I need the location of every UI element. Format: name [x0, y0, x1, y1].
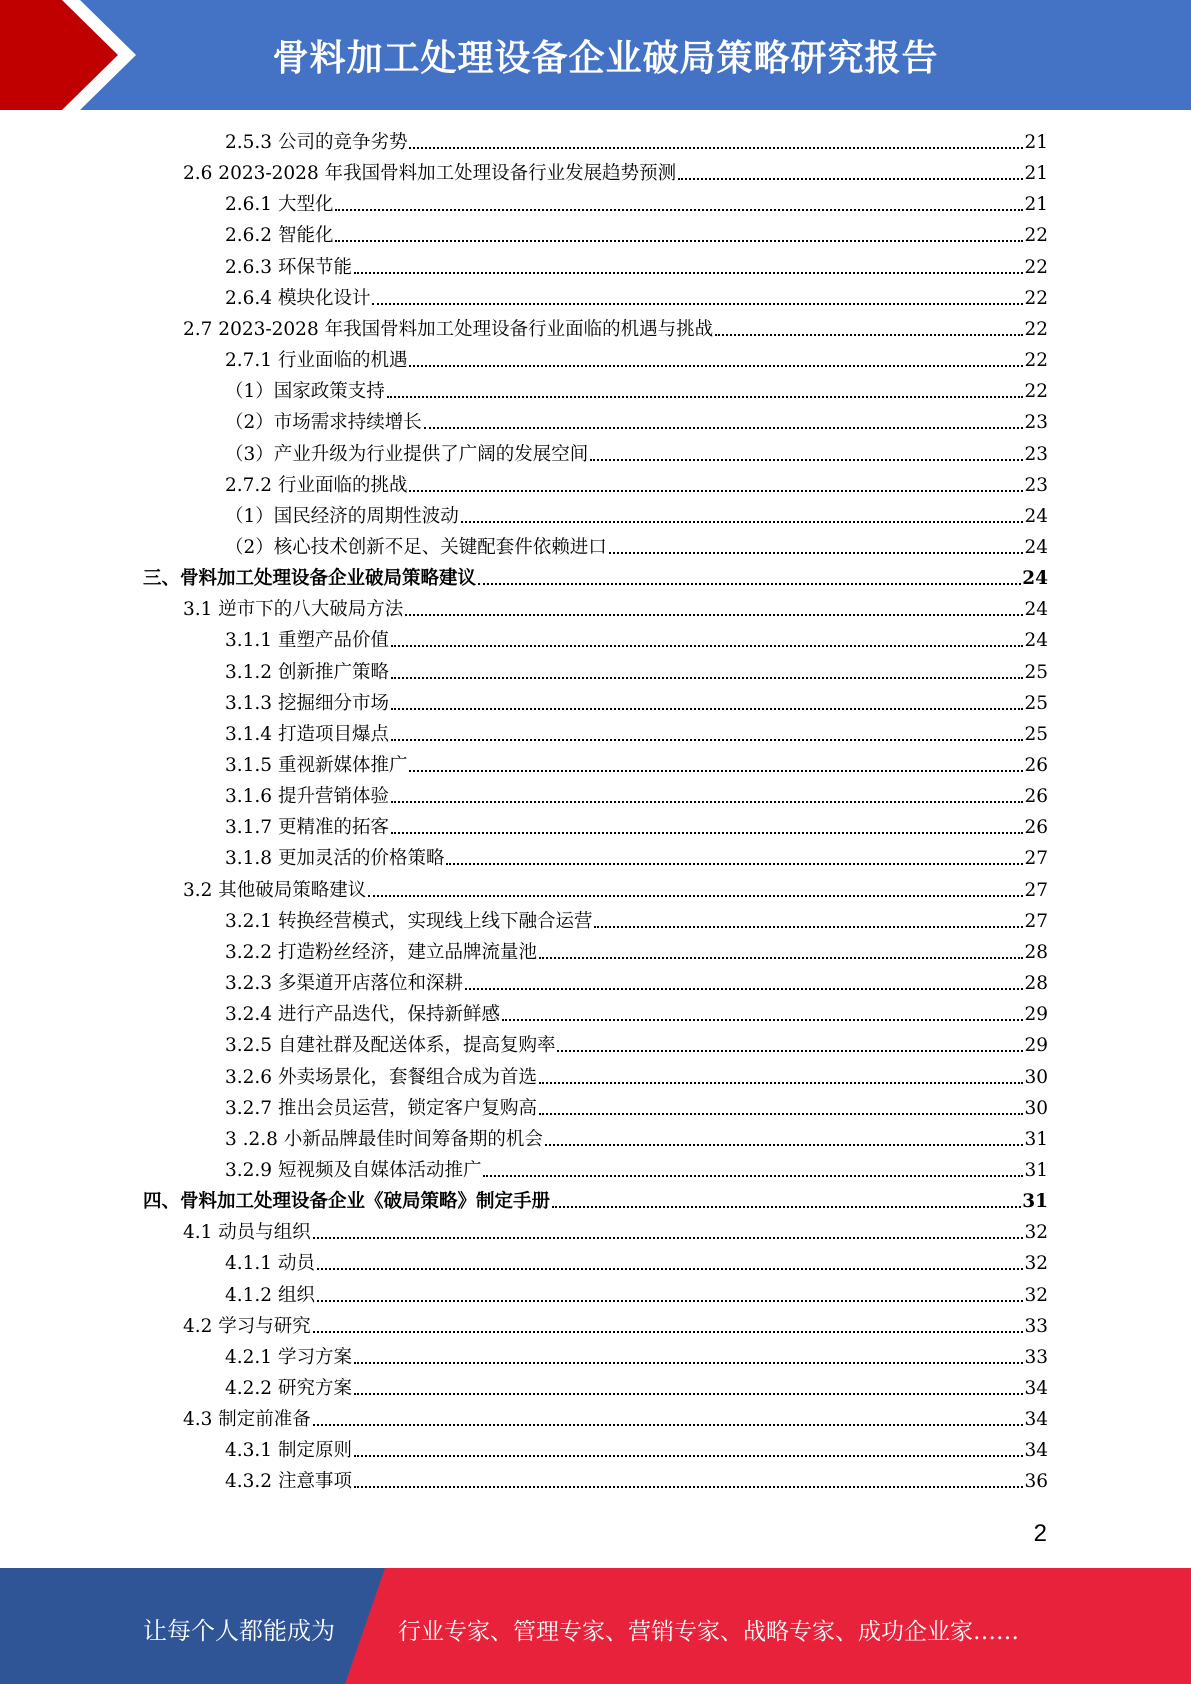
toc-entry-label: 4.3.2 注意事项: [225, 1471, 352, 1493]
toc-entry-label: 4.3 制定前准备: [183, 1409, 311, 1431]
dot-leader: [317, 1300, 1024, 1302]
page-number: 2: [1033, 1520, 1047, 1547]
toc-entry-page: 27: [1024, 879, 1048, 901]
toc-entry-page: 33: [1024, 1346, 1048, 1368]
toc-entry-label: 4.2.1 学习方案: [225, 1346, 352, 1368]
toc-entry-label: 2.6.2 智能化: [225, 225, 334, 247]
toc-entry-page: 24: [1024, 536, 1048, 558]
dot-leader: [590, 459, 1023, 461]
toc-entry-page: 32: [1024, 1284, 1048, 1306]
toc-entry[interactable]: [225, 999, 1048, 1030]
toc-entry[interactable]: [225, 1062, 1048, 1093]
toc-entry-page: 30: [1024, 1097, 1048, 1119]
toc-entry[interactable]: [225, 1466, 1048, 1497]
toc-entry-label: 3.2.7 推出会员运营，锁定客户复购高: [225, 1097, 537, 1119]
toc-entry-label: 2.7.2 行业面临的挑战: [225, 474, 408, 496]
dot-leader: [539, 1113, 1023, 1115]
toc-entry[interactable]: [225, 1280, 1048, 1311]
toc-entry[interactable]: [225, 937, 1048, 968]
dot-leader: [354, 272, 1024, 274]
toc-entry[interactable]: [225, 1155, 1048, 1186]
dot-leader: [594, 926, 1023, 928]
dot-leader: [446, 863, 1023, 865]
toc-entry-page: 24: [1024, 630, 1048, 652]
dot-leader: [335, 240, 1023, 242]
toc-entry[interactable]: [225, 501, 1048, 532]
toc-entry-label: （2）市场需求持续增长: [225, 412, 422, 434]
toc-entry[interactable]: [225, 1342, 1048, 1373]
dot-leader: [545, 1144, 1024, 1146]
toc-entry-page: 34: [1024, 1409, 1048, 1431]
dot-leader: [409, 365, 1023, 367]
toc-entry-page: 24: [1024, 599, 1048, 621]
toc-entry-page: 30: [1024, 1066, 1048, 1088]
dot-leader: [461, 521, 1024, 523]
toc-entry[interactable]: [225, 781, 1048, 812]
toc-entry-label: （2）核心技术创新不足、关键配套件依赖进口: [225, 536, 607, 558]
toc-entry-label: 2.6.4 模块化设计: [225, 287, 371, 309]
toc-entry-page: 25: [1024, 723, 1048, 745]
toc-entry-page: 25: [1024, 661, 1048, 683]
toc-entry[interactable]: [225, 376, 1048, 407]
toc-entry-page: 33: [1024, 1315, 1048, 1337]
toc-entry-label: 3.2.1 转换经营模式，实现线上线下融合运营: [225, 910, 593, 932]
toc-entry[interactable]: [225, 843, 1048, 874]
toc-entry-label: 4.1 动员与组织: [183, 1222, 311, 1244]
toc-entry-label: 3.1.4 打造项目爆点: [225, 723, 389, 745]
toc-entry-page: 21: [1024, 163, 1048, 185]
toc-entry-label: 3.1.6 提升营销体验: [225, 786, 389, 808]
toc-entry-page: 27: [1024, 848, 1048, 870]
toc-entry[interactable]: [225, 220, 1048, 251]
dot-leader: [354, 1486, 1024, 1488]
dot-leader: [424, 427, 1024, 429]
toc-entry[interactable]: [225, 812, 1048, 843]
dot-leader: [405, 614, 1023, 616]
toc-entry[interactable]: [225, 625, 1048, 656]
toc-entry-label: 四、骨料加工处理设备企业《破局策略》制定手册: [143, 1191, 551, 1213]
toc-entry-page: 21: [1024, 132, 1048, 153]
toc-entry-page: 34: [1024, 1378, 1048, 1399]
toc-entry-label: 3.1.2 创新推广策略: [225, 661, 389, 683]
toc-entry-label: 4.2.2 研究方案: [225, 1378, 352, 1399]
toc-entry-page: 28: [1024, 973, 1048, 995]
toc-entry[interactable]: [225, 657, 1048, 688]
toc-entry[interactable]: [225, 252, 1048, 283]
toc-entry[interactable]: [183, 594, 1048, 625]
toc-entry-label: 4.1.1 动员: [225, 1253, 315, 1275]
toc-entry-page: 22: [1024, 225, 1048, 247]
dot-leader: [483, 1175, 1023, 1177]
toc-entry-label: 三、骨料加工处理设备企业破局策略建议: [143, 568, 477, 590]
dot-leader: [354, 1455, 1024, 1457]
toc-entry-page: 23: [1024, 474, 1048, 496]
toc-entry-label: 2.7 2023-2028 年我国骨料加工处理设备行业面临的机遇与挑战: [183, 318, 714, 340]
toc-entry[interactable]: [183, 1404, 1048, 1435]
toc-entry-label: 3.2.5 自建社群及配送体系，提高复购率: [225, 1035, 556, 1057]
toc-entry-page: 21: [1024, 194, 1048, 216]
toc-entry-page: 23: [1024, 412, 1048, 434]
dot-leader: [539, 1082, 1023, 1084]
toc-entry-page: 29: [1024, 1035, 1048, 1057]
toc-entry[interactable]: [183, 1217, 1048, 1248]
toc-entry[interactable]: [225, 688, 1048, 719]
toc-entry-page: 31: [1024, 1159, 1048, 1181]
toc-entry-label: 3.1.3 挖掘细分市场: [225, 692, 389, 714]
dot-leader: [409, 147, 1023, 149]
dot-leader: [409, 770, 1023, 772]
toc-entry[interactable]: [183, 1311, 1048, 1342]
dot-leader: [409, 490, 1023, 492]
dot-leader: [391, 645, 1023, 647]
footer-roles: 行业专家、管理专家、营销专家、战略专家、成功企业家……: [398, 1619, 1019, 1645]
toc-entry[interactable]: [225, 470, 1048, 501]
toc-entry-label: （3）产业升级为行业提供了广阔的发展空间: [225, 443, 589, 465]
page-header: [0, 0, 1191, 110]
dot-leader: [609, 552, 1024, 554]
toc-entry-label: 3.2 其他破局策略建议: [183, 879, 367, 901]
toc-entry-page: 22: [1024, 256, 1048, 278]
toc-entry[interactable]: [225, 532, 1048, 563]
toc-entry-label: 4.1.2 组织: [225, 1284, 315, 1306]
toc-entry-label: 3.2.9 短视频及自媒体活动推广: [225, 1159, 482, 1181]
toc-entry[interactable]: [225, 283, 1048, 314]
dot-leader: [335, 209, 1023, 211]
dot-leader: [317, 1268, 1024, 1270]
dot-leader: [391, 832, 1023, 834]
toc-entry-label: 3.1 逆市下的八大破局方法: [183, 599, 404, 621]
toc-entry-label: 4.2 学习与研究: [183, 1315, 311, 1337]
dot-leader: [678, 178, 1023, 180]
dot-leader: [502, 1019, 1023, 1021]
toc-entry-label: 3.2.6 外卖场景化，套餐组合成为首选: [225, 1066, 537, 1088]
toc-entry-label: 3 .2.8 小新品牌最佳时间筹备期的机会: [225, 1128, 543, 1150]
toc-entry-page: 24: [1022, 568, 1048, 590]
toc-entry-page: 28: [1024, 941, 1048, 963]
toc-entry[interactable]: [225, 1124, 1048, 1155]
dot-leader: [465, 988, 1023, 990]
toc-entry[interactable]: [225, 345, 1048, 376]
toc-entry[interactable]: [225, 407, 1048, 438]
dot-leader: [715, 334, 1023, 336]
dot-leader: [478, 583, 1021, 585]
toc-entry[interactable]: [225, 439, 1048, 470]
toc-entry-page: 27: [1024, 910, 1048, 932]
toc-entry[interactable]: [225, 1030, 1048, 1061]
toc-entry[interactable]: [225, 1093, 1048, 1124]
toc-entry-page: 32: [1024, 1222, 1048, 1244]
toc-entry[interactable]: [225, 968, 1048, 999]
toc-entry-label: 3.2.3 多渠道开店落位和深耕: [225, 973, 463, 995]
toc-entry-page: 29: [1024, 1004, 1048, 1026]
toc-entry[interactable]: [183, 158, 1048, 189]
dot-leader: [313, 1237, 1024, 1239]
toc-entry-page: 26: [1024, 755, 1048, 776]
toc-entry-page: 32: [1024, 1253, 1048, 1275]
dot-leader: [354, 1362, 1024, 1364]
toc-entry-label: 2.5.3 公司的竞争劣势: [225, 132, 408, 153]
toc-entry[interactable]: [225, 719, 1048, 750]
toc-entry[interactable]: [143, 1186, 1048, 1217]
dot-leader: [539, 957, 1023, 959]
toc-entry-page: 23: [1024, 443, 1048, 465]
page-footer: [0, 1568, 1191, 1684]
toc-entry[interactable]: [225, 1435, 1048, 1466]
footer-slogan: 让每个人都能成为: [143, 1617, 335, 1645]
toc-entry[interactable]: [225, 750, 1048, 781]
dot-leader: [313, 1424, 1024, 1426]
dot-leader: [557, 1050, 1023, 1052]
toc-entry[interactable]: [183, 875, 1048, 906]
toc-entry[interactable]: [225, 127, 1048, 158]
toc-entry-page: 31: [1024, 1128, 1048, 1150]
toc-entry[interactable]: [225, 1373, 1048, 1404]
dot-leader: [391, 708, 1023, 710]
toc-entry-page: 22: [1024, 287, 1048, 309]
toc-entry-label: 2.7.1 行业面临的机遇: [225, 350, 408, 372]
toc-entry-label: 2.6.1 大型化: [225, 194, 334, 216]
dot-leader: [391, 739, 1023, 741]
dot-leader: [391, 801, 1023, 803]
toc-entry-page: 24: [1024, 505, 1048, 527]
toc-entry-page: 31: [1022, 1191, 1048, 1213]
dot-leader: [552, 1206, 1021, 1208]
dot-leader: [372, 303, 1023, 305]
toc-entry-label: 2.6 2023-2028 年我国骨料加工处理设备行业发展趋势预测: [183, 163, 677, 185]
dot-leader: [391, 677, 1023, 679]
toc-entry-page: 26: [1024, 817, 1048, 839]
dot-leader: [387, 396, 1024, 398]
dot-leader: [313, 1331, 1024, 1333]
report-title: 骨料加工处理设备企业破局策略研究报告: [272, 38, 939, 79]
toc-entry-label: 3.2.2 打造粉丝经济，建立品牌流量池: [225, 941, 537, 963]
toc-entry-page: 26: [1024, 786, 1048, 808]
toc-entry-label: 3.1.8 更加灵活的价格策略: [225, 848, 445, 870]
toc-entry[interactable]: [225, 189, 1048, 220]
toc-entry[interactable]: [183, 314, 1048, 345]
toc-entry-label: 4.3.1 制定原则: [225, 1440, 352, 1462]
toc-entry-page: 34: [1024, 1440, 1048, 1462]
toc-entry-page: 22: [1024, 350, 1048, 372]
toc-entry[interactable]: [143, 563, 1048, 594]
toc-entry-label: 3.1.5 重视新媒体推广: [225, 755, 408, 776]
toc-entry-label: （1）国家政策支持: [225, 381, 385, 403]
toc-entry-label: （1）国民经济的周期性波动: [225, 505, 459, 527]
toc-entry-label: 3.1.1 重塑产品价值: [225, 630, 389, 652]
toc-entry-page: 36: [1024, 1471, 1048, 1493]
toc-entry-label: 3.2.4 进行产品迭代，保持新鲜感: [225, 1004, 500, 1026]
toc-entry[interactable]: [225, 1248, 1048, 1279]
toc-entry-page: 22: [1024, 318, 1048, 340]
toc-entry[interactable]: [225, 906, 1048, 937]
toc-entry-page: 25: [1024, 692, 1048, 714]
toc-entry-label: 3.1.7 更精准的拓客: [225, 817, 389, 839]
dot-leader: [354, 1393, 1024, 1395]
dot-leader: [368, 895, 1023, 897]
toc-entry-page: 22: [1024, 381, 1048, 403]
toc-entry-label: 2.6.3 环保节能: [225, 256, 352, 278]
